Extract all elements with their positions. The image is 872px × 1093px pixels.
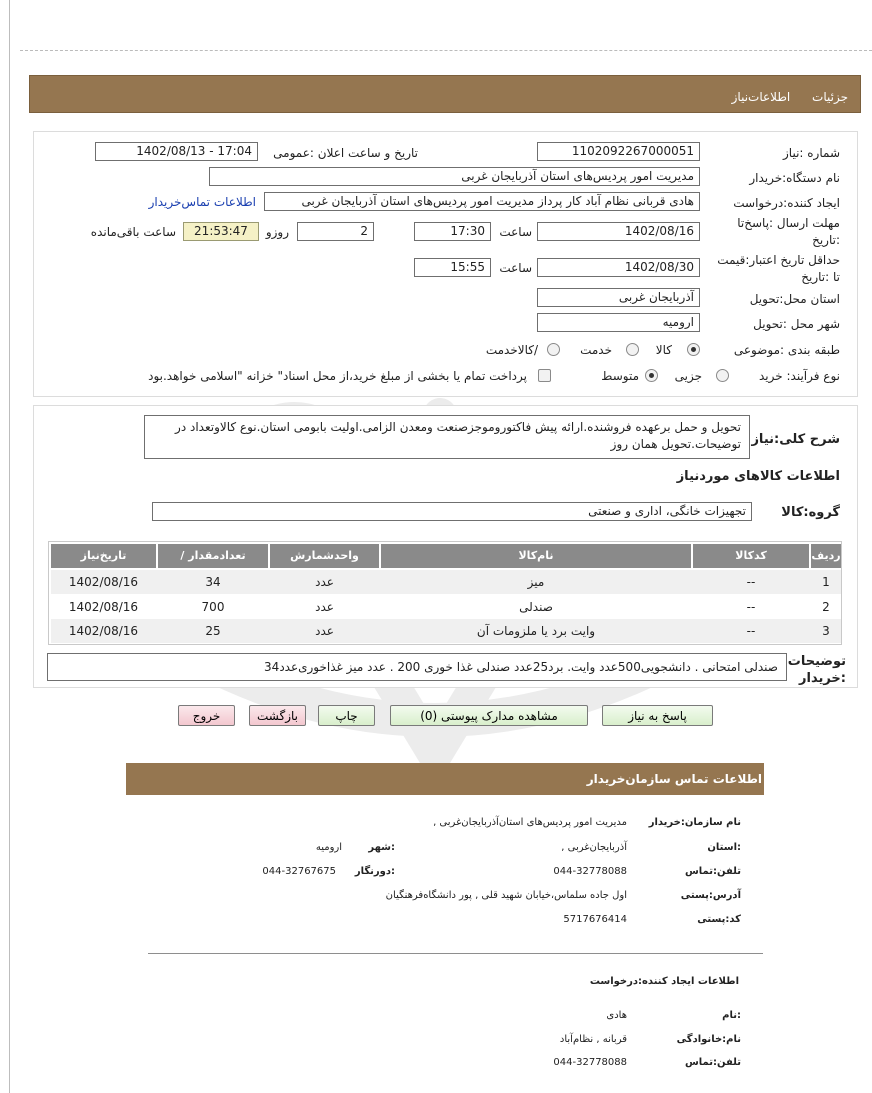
requester-name-value: هادی: [606, 1010, 627, 1021]
item-quantity: 25: [205, 624, 221, 638]
announce-datetime-field: 1402/08/13 - 17:04: [95, 142, 258, 161]
back-button[interactable]: بازگشت: [249, 705, 306, 726]
process-partial-text: جزیی: [674, 369, 702, 383]
requester-phone-value: 044-32778088: [553, 1057, 627, 1068]
col-row-number: ردیف: [811, 544, 841, 568]
buyer-org-field: مدیریت امور پردیس‌های استان آذربایجان غربی: [209, 167, 700, 186]
item-need-date: 1402/08/16: [68, 624, 139, 638]
buyer-contact-link[interactable]: اطلاعات تماس‌خریدار: [148, 195, 256, 209]
buyer-notes-label: توضیحات: [787, 654, 846, 669]
item-code: --: [746, 600, 756, 614]
item-quantity: 700: [201, 600, 225, 614]
contact-postal-value: 5717676414: [563, 914, 627, 925]
creator-label: ایجاد کننده:درخواست: [733, 196, 840, 210]
contact-header-title: اطلاعات تماس سازمان‌خریدار: [586, 772, 762, 786]
deadline-time-field: 17:30: [414, 222, 491, 241]
requester-phone-label: تلفن:تماس: [684, 1057, 741, 1068]
view-attachments-button[interactable]: مشاهده مدارک پیوستی (0): [390, 705, 588, 726]
category-label: طبقه بندی :موضوعی: [733, 343, 840, 357]
validity-date-field: 1402/08/30: [537, 258, 700, 277]
contact-address-value: اول جاده سلماس،خیابان شهید قلی , پور دانشگاه‌فرهنگیان: [385, 890, 627, 901]
announce-label: تاریخ و ساعت اعلان :عمومی: [273, 146, 418, 160]
contact-postal-label: کد:پستی: [697, 914, 741, 925]
respond-button[interactable]: پاسخ به نیاز: [602, 705, 713, 726]
city-label: شهر محل :تحویل: [753, 317, 840, 331]
description-label: شرح کلی:نیاز: [751, 432, 840, 447]
validity-time-field: 15:55: [414, 258, 491, 277]
goods-group-label: گروه:کالا: [781, 505, 840, 520]
item-code: --: [746, 575, 756, 589]
process-medium-text: متوسط: [601, 369, 639, 383]
item-need-date: 1402/08/16: [68, 575, 139, 589]
goods-section-title: اطلاعات کالاهای موردنیاز: [676, 469, 840, 484]
need-number-label: شماره :نیاز: [783, 146, 840, 160]
process-medium-radio[interactable]: [645, 369, 658, 382]
contact-city-value: ارومیه: [315, 842, 342, 853]
item-unit: عدد: [315, 575, 334, 589]
contact-phone-value: 044-32778088: [553, 866, 627, 877]
category-service-radio[interactable]: [626, 343, 639, 356]
row-number: 2: [822, 600, 830, 614]
remaining-time-field: 21:53:47: [183, 222, 259, 241]
remaining-label: ساعت باقی‌مانده: [90, 225, 176, 239]
row-number: 1: [822, 575, 830, 589]
row-number: 3: [822, 624, 830, 638]
item-name: صندلی: [519, 600, 553, 614]
contact-address-label: آدرس:پستی: [680, 890, 741, 901]
item-quantity: 34: [205, 575, 221, 589]
validity-label: حداقل تاریخ اعتبار:قیمت: [717, 253, 840, 267]
deadline-date-field: 1402/08/16: [537, 222, 700, 241]
description-field: تحویل و حمل برعهده فروشنده.ارائه پیش فاکتوروموجزصنعت ومعدن الزامی.اولیت بابومی استان.نوع کالاوتعداد در توضیحات.تحویل همان روز: [144, 415, 750, 459]
goods-group-field: تجهیزات خانگی، اداری و صنعتی: [152, 502, 752, 521]
print-button[interactable]: چاپ: [318, 705, 375, 726]
buyer-notes-field: صندلی امتحانی . دانشجویی500عدد وایت. برد25عدد صندلی غذا خوری 200 . عدد میز غذاخوری‌عدد34: [47, 653, 787, 681]
contact-province-value: آذربایجان‌غربی ,: [561, 842, 627, 853]
item-name: وایت برد یا ملزومات آن: [476, 624, 596, 638]
contact-fax-label: :دورنگار: [354, 866, 395, 877]
treasury-note: پرداخت تمام یا بخشی از مبلغ خرید،از محل اسناد" خزانه "اسلامی خواهد.بود: [148, 369, 527, 383]
item-code: --: [746, 624, 756, 638]
exit-button[interactable]: خروج: [178, 705, 235, 726]
top-separator: [20, 50, 872, 51]
province-label: استان محل:تحویل: [749, 292, 840, 306]
tab-need-info[interactable]: اطلاعات‌نیاز: [731, 90, 791, 104]
contact-city-label: :شهر: [368, 842, 395, 853]
contact-divider: [148, 953, 763, 954]
process-partial-radio[interactable]: [716, 369, 729, 382]
col-item-name: نام‌کالا: [381, 544, 691, 568]
contact-fax-value: 044-32767675: [262, 866, 336, 877]
item-need-date: 1402/08/16: [68, 600, 139, 614]
requester-family-label: نام:خانوادگی: [676, 1034, 741, 1045]
requester-family-value: قربانه , نظام‌آباد: [559, 1034, 627, 1045]
deadline-label-date: :تاریخ: [812, 233, 840, 247]
deadline-time-word: ساعت: [499, 225, 532, 239]
requester-header: اطلاعات ایجاد کننده:درخواست: [589, 976, 739, 987]
deadline-label: مهلت ارسال :پاسخ‌تا: [737, 216, 840, 230]
treasury-checkbox[interactable]: [538, 369, 551, 382]
days-remaining-field: 2: [297, 222, 374, 241]
item-unit: عدد: [315, 624, 334, 638]
contact-org-value: مدیریت امور پردیس‌های استان‌آذربایجان‌غربی ,: [433, 817, 627, 828]
process-type-label: نوع فرآیند: خرید: [759, 369, 840, 383]
buyer-org-label: نام دستگاه:خریدار: [749, 171, 840, 185]
category-goods-service-text: /کالاخدمت: [485, 343, 538, 357]
category-goods-text: کالا: [655, 343, 672, 357]
contact-province-label: :استان: [707, 842, 741, 853]
col-quantity: / تعدادمقدار: [158, 544, 268, 568]
need-number-field: 1102092267000051: [537, 142, 700, 161]
city-field: ارومیه: [537, 313, 700, 332]
item-name: میز: [527, 575, 545, 589]
province-field: آذربایجان غربی: [537, 288, 700, 307]
requester-name-label: :نام: [722, 1010, 741, 1021]
category-goods-service-radio[interactable]: [547, 343, 560, 356]
tab-details[interactable]: جزئیات: [812, 90, 848, 104]
contact-org-label: نام سازمان:خریدار: [648, 817, 741, 828]
category-service-text: خدمت: [580, 343, 612, 357]
col-unit: واحدشمارش: [270, 544, 379, 568]
day-word: روزو: [265, 225, 289, 239]
buyer-notes-label-2: :خریدار: [799, 671, 846, 686]
contact-phone-label: تلفن:تماس: [684, 866, 741, 877]
col-need-date: تاریخ‌نیاز: [51, 544, 156, 568]
page-left-border: [9, 0, 10, 1093]
category-goods-radio[interactable]: [687, 343, 700, 356]
validity-time-word: ساعت: [499, 261, 532, 275]
col-item-code: کدکالا: [693, 544, 809, 568]
details-header-bar: [29, 75, 861, 113]
creator-field: هادی قربانی نظام آباد کار پرداز مدیریت امور پردیس‌های استان آذربایجان غربی: [264, 192, 700, 211]
item-unit: عدد: [315, 600, 334, 614]
validity-label-date: تا :تاریخ: [801, 270, 840, 284]
